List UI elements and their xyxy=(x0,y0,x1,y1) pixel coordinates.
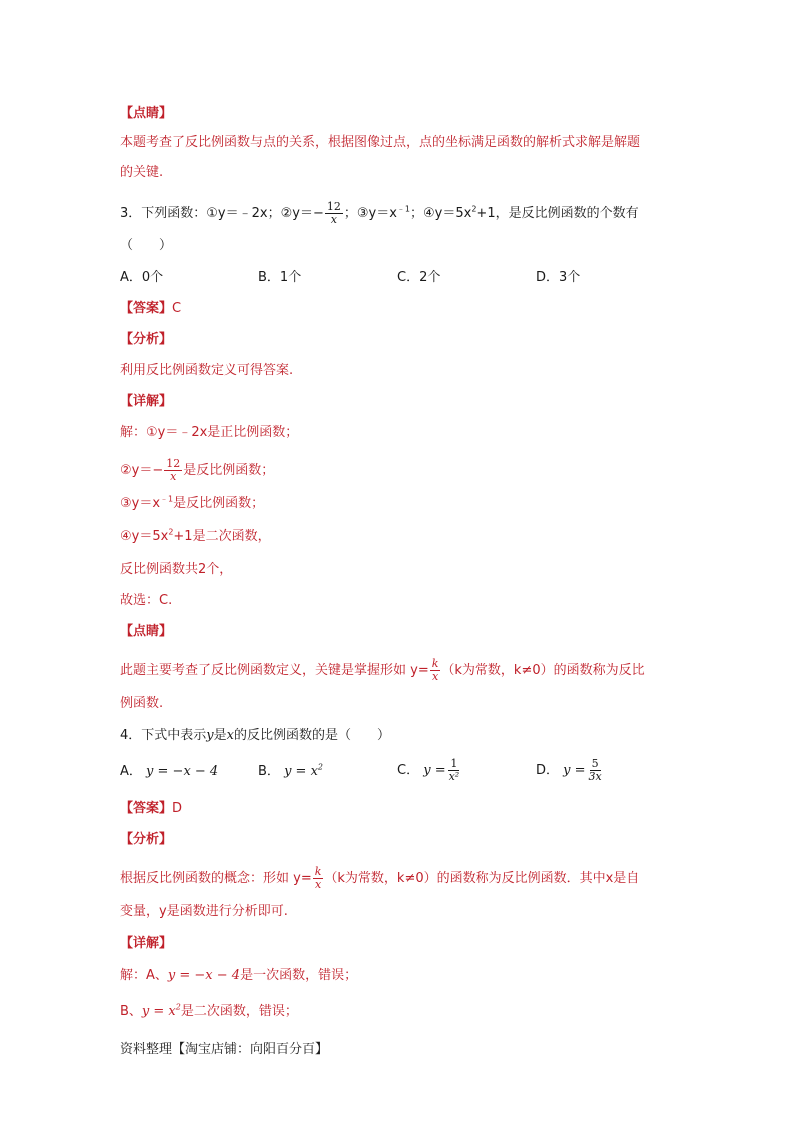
q4-detail-heading: 【详解】 xyxy=(120,936,173,951)
q4-option-b: B． $y = x^2$ xyxy=(258,762,323,779)
q3-option-c: C．2个 xyxy=(397,270,441,285)
q4-analysis-heading: 【分析】 xyxy=(120,832,173,847)
q4-option-c: C． y = $\frac{1}{\text{x²}}$ xyxy=(397,757,460,783)
q3-detail-5: 反比例函数共2个， xyxy=(120,562,233,577)
q4-answer: 【答案】D xyxy=(120,801,183,816)
q3-analysis-heading: 【分析】 xyxy=(120,332,173,347)
q3-number: 3．下列函数： xyxy=(120,206,207,221)
q4-detail-1: 解：A、y = −x − 4是一次函数，错误； xyxy=(120,968,358,983)
q4-analysis-2: 变量，y是函数进行分析即可. xyxy=(120,904,288,919)
q3-func-4: $④y=5x^2+1$，是反比例函数的个数有 xyxy=(423,204,639,221)
q3-paren: （ ） xyxy=(120,238,173,253)
question-4: 4．下式中表示y是x的反比例函数的是（ ） xyxy=(120,728,391,743)
q3-detail-3: $③y=x^{﹣1}$是反比例函数； xyxy=(120,494,265,511)
q3-analysis-text: 利用反比例函数定义可得答案. xyxy=(120,363,294,378)
q4-analysis-1: 根据反比例函数的概念：形如 y= $\frac{k}{x}$ （k为常数，k≠0）的函数称为反比例函数．其中x是自 xyxy=(120,865,640,891)
q3-option-a: A．0个 xyxy=(120,270,164,285)
dianjing-text-2: 的关键. xyxy=(120,165,164,180)
q3-detail-2: ②y＝− $\frac{12}{x}$ 是反比例函数； xyxy=(120,457,275,483)
page-footer: 资料整理【淘宝店铺：向阳百分百】 xyxy=(120,1042,329,1057)
q3-func-3: $③y=x^{﹣1}$； xyxy=(356,204,424,221)
q3-func-2: ②y＝− $\frac{12}{x}$ ； xyxy=(280,200,357,226)
q4-detail-2: B、$y = x^2$是二次函数，错误； xyxy=(120,1002,298,1019)
dianjing-2-text-2: 例函数. xyxy=(120,696,164,711)
q4-option-a: A． y = −x − 4 xyxy=(120,764,219,779)
q4-option-d: D． y = $\frac{5}{3x}$ xyxy=(536,757,602,783)
q3-func-1: ①y＝﹣2x； xyxy=(206,206,281,221)
q3-detail-heading: 【详解】 xyxy=(120,394,173,409)
dianjing-2-text-1: 此题主要考查了反比例函数定义，关键是掌握形如 y= $\frac{k}{x}$ （k为常数，k≠0）的函数称为反比 xyxy=(120,657,645,683)
q3-detail-4: $④y=5x^2+1$是二次函数， xyxy=(120,527,271,544)
dianjing-text-1: 本题考查了反比例函数与点的关系，根据图像过点，点的坐标满足函数的解析式求解是解题 xyxy=(120,135,641,150)
dianjing-heading-2: 【点睛】 xyxy=(120,624,173,639)
dianjing-heading-1: 【点睛】 xyxy=(120,106,173,121)
q3-answer: 【答案】C xyxy=(120,301,182,316)
q3-option-b: B．1个 xyxy=(258,270,302,285)
question-3 xyxy=(120,201,639,226)
q3-detail-1: 解：①y＝﹣2x是正比例函数； xyxy=(120,425,299,440)
q3-detail-6: 故选：C. xyxy=(120,593,173,608)
q3-option-d: D．3个 xyxy=(536,270,581,285)
